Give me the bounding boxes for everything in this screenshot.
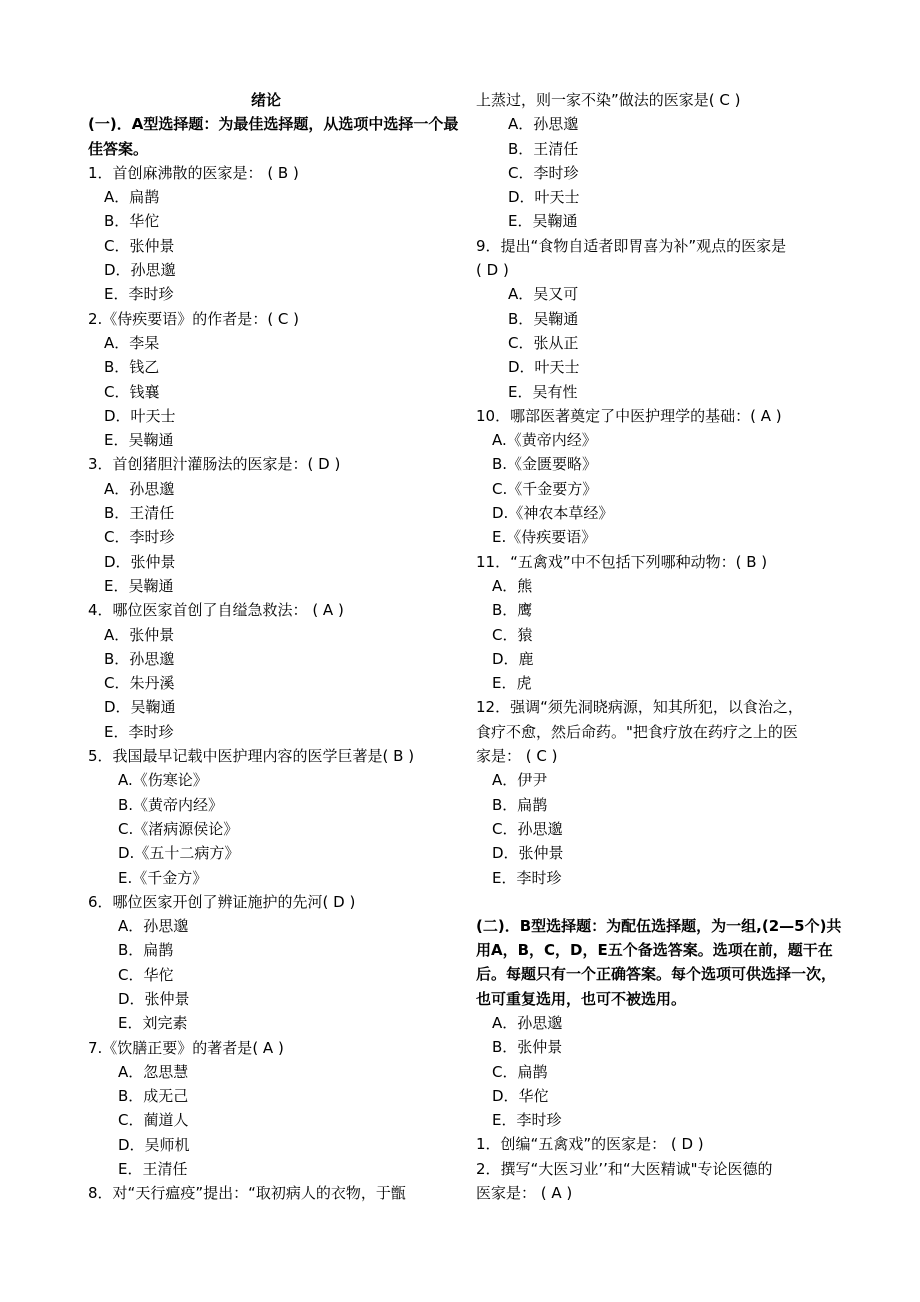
q12-option: E．李时珍 (492, 868, 562, 887)
question-2: 2.《侍疾要语》的作者是：( C ) (88, 309, 300, 328)
left-column (88, 88, 460, 1206)
q10-option: B.《金匮要略》 (492, 455, 598, 474)
q8-option: B．王清任 (508, 139, 579, 158)
q12-option: B．扁鹊 (492, 795, 548, 814)
q4-option: C．朱丹溪 (104, 674, 175, 693)
q4-option: A．张仲景 (104, 625, 175, 644)
question-1: 1．首创麻沸散的医家是： ( B ) (88, 163, 299, 182)
question-12-cont: 食疗不愈，然后命药。"把食疗放在药疗之上的医 (476, 722, 798, 741)
q4-option: B．孙思邈 (104, 649, 175, 668)
q1-option: A．扁鹊 (104, 188, 160, 207)
q11-option: B．鹰 (492, 601, 533, 620)
q6-option: A．孙思邈 (118, 917, 189, 936)
b-question-2: 2．撰写“大医习业’’和“大医精诚"专论医德的 (476, 1159, 773, 1178)
b-option: D．华佗 (492, 1086, 549, 1105)
q3-option: B．王清任 (104, 504, 175, 523)
q4-option: D．吴鞠通 (104, 698, 176, 717)
q10-option: E.《侍疾要语》 (492, 528, 597, 547)
q2-option: D．叶天士 (104, 406, 176, 425)
question-9-answer: ( D ) (476, 261, 509, 280)
q10-option: D.《神农本草经》 (492, 504, 614, 523)
b-option: B．张仲景 (492, 1038, 563, 1057)
q12-option: A．伊尹 (492, 771, 548, 790)
q8-option: A．孙思邈 (508, 115, 579, 134)
q5-option: B.《黄帝内经》 (118, 795, 224, 814)
section-spacer (476, 890, 846, 914)
b-question-2-answer: 医家是： ( A ) (476, 1184, 573, 1203)
question-10: 10．哪部医著奠定了中医护理学的基础：( A ) (476, 406, 782, 425)
page-title: 绪论 (250, 91, 281, 109)
section-a-heading: (一)．A型选择题：为最佳选择题，从选项中选择一个最佳答案。 (88, 115, 459, 158)
b-option: E．李时珍 (492, 1111, 562, 1130)
q2-option: C．钱襄 (104, 382, 160, 401)
question-3: 3．首创猪胆汁灌肠法的医家是：( D ) (88, 455, 341, 474)
q5-option: E.《千金方》 (118, 868, 208, 887)
q9-option: B．吴鞠通 (508, 309, 579, 328)
q7-option: D．吴师机 (118, 1135, 190, 1154)
question-8-start: 8．对“天行瘟疫”提出：“取初病人的衣物，于甑 (88, 1184, 406, 1203)
q9-option: E．吴有性 (508, 382, 578, 401)
q10-option: A.《黄帝内经》 (492, 431, 597, 450)
q7-option: C．蔺道人 (118, 1111, 189, 1130)
q11-option: C．猿 (492, 625, 533, 644)
question-9: 9．提出“食物自适者即胃喜为补”观点的医家是 (476, 236, 787, 255)
q12-option: D．张仲景 (492, 844, 564, 863)
question-4: 4．哪位医家首创了自缢急救法： ( A ) (88, 601, 344, 620)
q5-option: C.《渚病源侯论》 (118, 819, 239, 838)
q10-option: C.《千金要方》 (492, 479, 598, 498)
q8-option: C．李时珍 (508, 163, 579, 182)
question-7: 7.《饮膳正要》的著者是( A ) (88, 1038, 284, 1057)
question-5: 5．我国最早记载中医护理内容的医学巨著是( B ) (88, 747, 415, 766)
q11-option: A．熊 (492, 576, 533, 595)
q5-option: A.《伤寒论》 (118, 771, 208, 790)
q3-option: E．吴鞠通 (104, 576, 174, 595)
right-column (476, 88, 846, 1205)
q9-option: C．张从正 (508, 333, 579, 352)
q3-option: C．李时珍 (104, 528, 175, 547)
q1-option: C．张仲景 (104, 236, 175, 255)
q6-option: B．扁鹊 (118, 941, 174, 960)
q1-option: B．华佗 (104, 212, 160, 231)
q5-option: D.《五十二病方》 (118, 844, 240, 863)
q6-option: E．刘完素 (118, 1014, 188, 1033)
section-b-heading: (二)．B型选择题：为配伍选择题，为一组,(2—5个)共用A，B，C，D，E五个备选答案。选项在前，题干在后。每题只有一个正确答案。每个选项可供选择一次，也可重复选用，也可不被选用。 (476, 916, 842, 1008)
q7-option: B．成无己 (118, 1087, 189, 1106)
q7-option: E．王清任 (118, 1160, 188, 1179)
q1-option: D．孙思邈 (104, 261, 176, 280)
question-6: 6．哪位医家开创了辨证施护的先河( D ) (88, 892, 356, 911)
q9-option: D．叶天士 (508, 358, 580, 377)
b-option: A．孙思邈 (492, 1013, 563, 1032)
question-12: 12．强调“须先洞晓病源，知其所犯，以食治之， (476, 698, 803, 717)
q2-option: B．钱乙 (104, 358, 160, 377)
question-8-continued: 上蒸过，则一家不染”做法的医家是( C ) (476, 91, 741, 109)
q11-option: D．鹿 (492, 649, 534, 668)
q6-option: C．华佗 (118, 965, 174, 984)
q12-option: C．孙思邈 (492, 819, 563, 838)
q2-option: E．吴鞠通 (104, 431, 174, 450)
q6-option: D．张仲景 (118, 989, 190, 1008)
question-11: 11．“五禽戏”中不包括下列哪种动物：( B ) (476, 552, 768, 571)
q8-option: E．吴鞠通 (508, 212, 578, 231)
q9-option: A．吴又可 (508, 285, 579, 304)
q11-option: E．虎 (492, 674, 532, 693)
q2-option: A．李杲 (104, 333, 160, 352)
q8-option: D．叶天士 (508, 188, 580, 207)
q1-option: E．李时珍 (104, 285, 174, 304)
question-12-answer: 家是： ( C ) (476, 747, 558, 766)
q7-option: A．忽思慧 (118, 1062, 189, 1081)
q3-option: D．张仲景 (104, 552, 176, 571)
q4-option: E．李时珍 (104, 722, 174, 741)
b-question-1: 1．创编“五禽戏”的医家是： ( D ) (476, 1135, 704, 1154)
b-option: C．扁鹊 (492, 1062, 548, 1081)
q3-option: A．孙思邈 (104, 479, 175, 498)
